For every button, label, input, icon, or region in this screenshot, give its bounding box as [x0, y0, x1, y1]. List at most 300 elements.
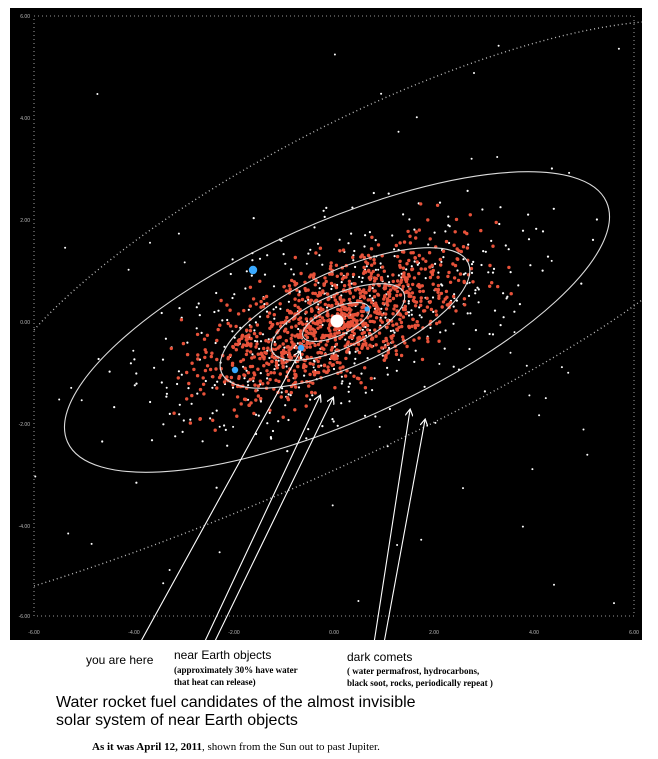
dark-comet-dot: [467, 190, 469, 192]
near-earth-object-dot: [304, 369, 307, 372]
near-earth-object-dot: [385, 326, 388, 329]
near-earth-object-dot: [293, 304, 296, 307]
near-earth-object-dot: [313, 344, 316, 347]
near-earth-object-dot: [340, 272, 343, 275]
near-earth-object-dot: [312, 370, 315, 373]
dark-comet-dot: [341, 376, 343, 378]
near-earth-object-dot: [214, 429, 217, 432]
dark-comet-dot: [258, 415, 260, 417]
caption-rest: , shown from the Sun out to past Jupiter.: [202, 741, 380, 753]
near-earth-object-dot: [360, 347, 363, 350]
dark-comet-dot: [293, 273, 295, 275]
near-earth-object-dot: [434, 310, 437, 313]
near-earth-object-dot: [400, 321, 403, 324]
near-earth-object-dot: [313, 328, 316, 331]
near-earth-object-dot: [231, 345, 234, 348]
near-earth-object-dot: [254, 345, 257, 348]
near-earth-object-dot: [323, 276, 326, 279]
near-earth-object-dot: [190, 394, 193, 397]
near-earth-object-dot: [416, 260, 419, 263]
near-earth-object-dot: [469, 213, 472, 216]
dark-comet-dot: [355, 351, 357, 353]
near-earth-object-dot: [265, 369, 268, 372]
dark-comet-dot: [468, 348, 470, 350]
near-earth-object-dot: [495, 221, 498, 224]
you-are-here-label: you are here: [86, 653, 154, 667]
dark-comet-dot: [393, 332, 395, 334]
dark-comet-dot: [382, 355, 384, 357]
near-earth-object-dot: [426, 340, 429, 343]
near-earth-object-dot: [261, 382, 264, 385]
near-earth-object-dot: [360, 306, 363, 309]
dark-comet-dot: [365, 392, 367, 394]
dark-comet-dot: [231, 297, 233, 299]
dark-comet-dot: [447, 216, 449, 218]
dark-comet-dot: [447, 224, 449, 226]
near-earth-object-dot: [373, 279, 376, 282]
near-earth-object-dot: [309, 273, 312, 276]
dark-comet-dot: [284, 404, 286, 406]
near-earth-object-dot: [395, 244, 398, 247]
dark-comet-dot: [405, 268, 407, 270]
near-earth-object-dot: [305, 317, 308, 320]
dark-comet-dot: [178, 413, 180, 415]
near-earth-object-dot: [317, 365, 320, 368]
dark-comet-dot: [467, 312, 469, 314]
near-earth-object-dot: [282, 285, 285, 288]
near-earth-object-dot: [335, 343, 338, 346]
near-earth-object-dot: [454, 309, 457, 312]
near-earth-object-dot: [431, 273, 434, 276]
dark-comet-dot: [134, 384, 136, 386]
near-earth-object-dot: [315, 371, 318, 374]
near-earth-object-dot: [416, 324, 419, 327]
dark-comet-dot: [135, 482, 137, 484]
dark-comet-dot: [453, 366, 455, 368]
dark-comet-dot: [96, 93, 98, 95]
near-earth-object-dot: [206, 364, 209, 367]
dark-comet-dot: [517, 284, 519, 286]
dark-comet-dot: [318, 254, 320, 256]
near-earth-object-dot: [204, 351, 207, 354]
near-earth-object-dot: [309, 362, 312, 365]
near-earth-object-dot: [306, 296, 309, 299]
near-earth-object-dot: [510, 292, 513, 295]
near-earth-object-dot: [299, 335, 302, 338]
dark-comet-dot: [551, 260, 553, 262]
near-earth-object-dot: [370, 264, 373, 267]
near-earth-object-dot: [252, 297, 255, 300]
near-earth-object-dot: [345, 308, 348, 311]
near-earth-object-dot: [314, 292, 317, 295]
near-earth-object-dot: [366, 328, 369, 331]
near-earth-object-dot: [418, 254, 421, 257]
dark-comet-dot: [273, 285, 275, 287]
near-earth-object-dot: [288, 284, 291, 287]
dark-comet-dot: [434, 422, 436, 424]
dark-comet-dot: [500, 324, 502, 326]
near-earth-object-dot: [383, 294, 386, 297]
near-earth-object-dot: [437, 297, 440, 300]
near-earth-object-dot: [370, 247, 373, 250]
dark-comet-dot: [232, 426, 234, 428]
dark-comet-dot: [475, 329, 477, 331]
near-earth-object-dot: [235, 415, 238, 418]
dark-comet-dot: [215, 342, 217, 344]
near-earth-object-dot: [279, 321, 282, 324]
near-earth-object-dot: [265, 352, 268, 355]
dark-comet-dot: [211, 387, 213, 389]
dark-comet-dot: [586, 454, 588, 456]
dark-comet-dot: [380, 93, 382, 95]
near-earth-object-dot: [348, 336, 351, 339]
near-earth-object-dot: [239, 360, 242, 363]
dark-comet-dot: [493, 268, 495, 270]
dark-comet-dot: [284, 263, 286, 265]
dark-comet-dot: [353, 362, 355, 364]
dark-comet-dot: [364, 234, 366, 236]
near-earth-object-dot: [405, 345, 408, 348]
dark-comet-dot: [337, 425, 339, 427]
dark-comet-dot: [215, 292, 217, 294]
dark-comet-dot: [187, 387, 189, 389]
dark-comet-dot: [283, 347, 285, 349]
near-earth-object-dot: [312, 363, 315, 366]
dark-comet-dot: [251, 259, 253, 261]
near-earth-object-dot: [256, 368, 259, 371]
dark-comet-dot: [304, 300, 306, 302]
dark-comet-dot: [467, 244, 469, 246]
near-earth-object-dot: [325, 371, 328, 374]
near-earth-object-dot: [318, 351, 321, 354]
near-earth-object-dot: [251, 365, 254, 368]
near-earth-object-dot: [324, 303, 327, 306]
dark-comet-dot: [492, 333, 494, 335]
near-earth-object-dot: [395, 353, 398, 356]
dark-comet-dot: [421, 316, 423, 318]
near-earth-object-dot: [309, 345, 312, 348]
near-earth-object-dot: [256, 323, 259, 326]
dark-comet-dot: [181, 374, 183, 376]
dark-comet-dot: [469, 312, 471, 314]
earth-dot: [298, 345, 304, 351]
near-earth-object-dot: [435, 322, 438, 325]
near-earth-object-dot: [457, 279, 460, 282]
near-earth-object-dot: [507, 266, 510, 269]
dark-comet-dot: [502, 292, 504, 294]
near-earth-object-dot: [402, 315, 405, 318]
near-earth-object-dot: [338, 249, 341, 252]
dark-comet-dot: [232, 387, 234, 389]
dark-comet-dot: [387, 275, 389, 277]
near-earth-object-dot: [227, 322, 230, 325]
dark-comet-dot: [231, 330, 233, 332]
near-earth-object-dot: [463, 303, 466, 306]
dark-comet-dot: [178, 307, 180, 309]
near-earth-object-dot: [352, 273, 355, 276]
near-earth-object-dot: [314, 391, 317, 394]
dark-comet-dot: [379, 426, 381, 428]
dark-comet-dot: [526, 365, 528, 367]
dark-comet-dot: [333, 420, 335, 422]
near-earth-object-dot: [387, 351, 390, 354]
near-earth-object-dot: [299, 342, 302, 345]
near-earth-object-dot: [182, 342, 185, 345]
near-earth-object-dot: [305, 404, 308, 407]
near-earth-object-dot: [293, 354, 296, 357]
near-earth-objects-note: [174, 664, 344, 688]
near-earth-object-dot: [237, 340, 240, 343]
near-earth-object-dot: [270, 324, 273, 327]
dark-comet-dot: [490, 240, 492, 242]
dark-comet-dot: [445, 329, 447, 331]
dark-comet-dot: [135, 383, 137, 385]
near-earth-object-dot: [395, 294, 398, 297]
near-earth-object-dot: [326, 365, 329, 368]
near-earth-object-dot: [356, 312, 359, 315]
dark-comet-dot: [219, 551, 221, 553]
near-earth-object-dot: [287, 398, 290, 401]
near-earth-object-dot: [316, 327, 319, 330]
near-earth-object-dot: [214, 367, 217, 370]
x-tick-label: -6.00: [28, 630, 40, 636]
near-earth-object-dot: [348, 298, 351, 301]
near-earth-object-dot: [326, 298, 329, 301]
dark-comet-dot: [551, 167, 553, 169]
near-earth-objects-note-line2: that heat can release): [174, 677, 256, 687]
dark-comet-dot: [481, 208, 483, 210]
dark-comet-dot: [246, 270, 248, 272]
dark-comet-dot: [487, 271, 489, 273]
dark-comet-dot: [213, 311, 215, 313]
near-earth-object-dot: [196, 353, 199, 356]
near-earth-object-dot: [425, 297, 428, 300]
dark-comet-dot: [389, 408, 391, 410]
near-earth-object-dot: [392, 307, 395, 310]
near-earth-object-dot: [352, 295, 355, 298]
dark-comet-dot: [251, 353, 253, 355]
dark-comet-dot: [286, 365, 288, 367]
near-earth-object-dot: [274, 348, 277, 351]
near-earth-object-dot: [203, 356, 206, 359]
dark-comet-dot: [380, 262, 382, 264]
dark-comet-dot: [34, 476, 36, 478]
dark-comet-dot: [219, 426, 221, 428]
near-earth-object-dot: [398, 312, 401, 315]
near-earth-object-dot: [257, 384, 260, 387]
near-earth-object-dot: [294, 324, 297, 327]
near-earth-object-dot: [363, 322, 366, 325]
near-earth-object-dot: [252, 377, 255, 380]
near-earth-object-dot: [290, 326, 293, 329]
near-earth-object-dot: [370, 272, 373, 275]
near-earth-object-dot: [192, 368, 195, 371]
dark-comet-dot: [464, 272, 466, 274]
near-earth-object-dot: [235, 348, 238, 351]
near-earth-object-dot: [210, 355, 213, 358]
near-earth-object-dot: [382, 297, 385, 300]
near-earth-object-dot: [299, 329, 302, 332]
dark-comet-dot: [132, 350, 134, 352]
near-earth-object-dot: [233, 408, 236, 411]
dark-comet-dot: [402, 213, 404, 215]
near-earth-object-dot: [348, 283, 351, 286]
caption-date: As it was April 12, 2011: [92, 741, 203, 753]
dark-comet-dot: [413, 229, 415, 231]
y-tick-label: -6.00: [18, 614, 30, 620]
near-earth-object-dot: [336, 308, 339, 311]
near-earth-object-dot: [245, 338, 248, 341]
near-earth-object-dot: [304, 334, 307, 337]
y-tick-label: 6.00: [20, 14, 30, 20]
dark-comet-dot: [432, 296, 434, 298]
near-earth-object-dot: [462, 245, 465, 248]
dark-comet-dot: [357, 600, 359, 602]
near-earth-object-dot: [330, 304, 333, 307]
near-earth-object-dot: [325, 343, 328, 346]
dark-comet-dot: [151, 439, 153, 441]
near-earth-object-dot: [343, 313, 346, 316]
near-earth-object-dot: [249, 378, 252, 381]
near-earth-object-dot: [273, 371, 276, 374]
near-earth-object-dot: [419, 300, 422, 303]
near-earth-object-dot: [383, 270, 386, 273]
dark-comet-dot: [468, 295, 470, 297]
near-earth-object-dot: [243, 374, 246, 377]
dark-comet-dot: [70, 387, 72, 389]
near-earth-object-dot: [228, 309, 231, 312]
near-earth-object-dot: [326, 314, 329, 317]
x-tick-label: 6.00: [629, 630, 639, 636]
figure-title: [56, 694, 476, 730]
dark-comet-dot: [262, 333, 264, 335]
near-earth-object-dot: [237, 312, 240, 315]
near-earth-object-dot: [267, 340, 270, 343]
near-earth-object-dot: [396, 279, 399, 282]
figure-title-line2: solar system of near Earth objects: [56, 712, 298, 729]
near-earth-object-dot: [377, 350, 380, 353]
dark-comet-dot: [277, 420, 279, 422]
near-earth-object-dot: [369, 314, 372, 317]
near-earth-object-dot: [381, 313, 384, 316]
near-earth-object-dot: [360, 310, 363, 313]
near-earth-object-dot: [252, 371, 255, 374]
near-earth-object-dot: [436, 204, 439, 207]
near-earth-object-dot: [491, 245, 494, 248]
near-earth-object-dot: [202, 376, 205, 379]
near-earth-object-dot: [367, 298, 370, 301]
near-earth-object-dot: [387, 342, 390, 345]
dark-comet-dot: [281, 387, 283, 389]
dark-comet-dot: [283, 253, 285, 255]
near-earth-object-dot: [258, 280, 261, 283]
near-earth-object-dot: [344, 357, 347, 360]
near-earth-object-dot: [246, 349, 249, 352]
near-earth-object-dot: [329, 267, 332, 270]
near-earth-object-dot: [391, 324, 394, 327]
dark-comet-dot: [217, 310, 219, 312]
dark-comet-dot: [260, 340, 262, 342]
near-earth-object-dot: [361, 332, 364, 335]
near-earth-object-dot: [402, 267, 405, 270]
near-earth-object-dot: [355, 347, 358, 350]
dark-comet-dot: [369, 231, 371, 233]
near-earth-object-dot: [273, 343, 276, 346]
near-earth-object-dot: [412, 338, 415, 341]
dark-comet-dot: [434, 263, 436, 265]
near-earth-object-dot: [298, 356, 301, 359]
near-earth-object-dot: [263, 355, 266, 358]
near-earth-object-dot: [196, 333, 199, 336]
near-earth-object-dot: [435, 313, 438, 316]
near-earth-object-dot: [262, 364, 265, 367]
dark-comet-dot: [191, 403, 193, 405]
dark-comet-dot: [471, 263, 473, 265]
near-earth-object-dot: [453, 276, 456, 279]
near-earth-object-dot: [373, 261, 376, 264]
near-earth-object-dot: [249, 304, 252, 307]
dark-comets-note-line1: ( water permafrost, hydrocarbons,: [347, 666, 480, 676]
near-earth-object-dot: [382, 302, 385, 305]
dark-comet-dot: [439, 331, 441, 333]
near-earth-object-dot: [373, 295, 376, 298]
near-earth-objects-label: near Earth objects: [174, 648, 272, 662]
near-earth-object-dot: [415, 230, 418, 233]
dark-comet-dot: [596, 218, 598, 220]
near-earth-object-dot: [391, 312, 394, 315]
dark-comets-note-line2: black soot, rocks, periodically repeat ): [347, 678, 493, 688]
dark-comet-dot: [374, 377, 376, 379]
near-earth-object-dot: [210, 352, 213, 355]
near-earth-object-dot: [321, 308, 324, 311]
dark-comet-dot: [259, 258, 261, 260]
near-earth-object-dot: [368, 344, 371, 347]
dark-comet-dot: [496, 156, 498, 158]
dark-comet-dot: [456, 269, 458, 271]
dark-comet-dot: [485, 251, 487, 253]
near-earth-object-dot: [229, 354, 232, 357]
dark-comet-dot: [547, 256, 549, 258]
near-earth-object-dot: [381, 265, 384, 268]
near-earth-object-dot: [322, 284, 325, 287]
dark-comet-dot: [529, 264, 531, 266]
dark-comet-dot: [307, 253, 309, 255]
near-earth-object-dot: [342, 248, 345, 251]
near-earth-object-dot: [418, 228, 421, 231]
dark-comet-dot: [98, 358, 100, 360]
dark-comet-dot: [264, 274, 266, 276]
dark-comet-dot: [226, 319, 228, 321]
dark-comet-dot: [375, 269, 377, 271]
dark-comet-dot: [411, 265, 413, 267]
near-earth-object-dot: [409, 251, 412, 254]
near-earth-object-dot: [375, 316, 378, 319]
near-earth-object-dot: [190, 362, 193, 365]
dark-comet-dot: [183, 419, 185, 421]
dark-comet-dot: [362, 277, 364, 279]
dark-comet-dot: [149, 242, 151, 244]
near-earth-object-dot: [454, 230, 457, 233]
near-earth-object-dot: [353, 282, 356, 285]
dark-comet-dot: [498, 223, 500, 225]
near-earth-object-dot: [319, 247, 322, 250]
dark-comet-dot: [258, 348, 260, 350]
dark-comet-dot: [472, 261, 474, 263]
dark-comet-dot: [508, 248, 510, 250]
near-earth-object-dot: [366, 347, 369, 350]
dark-comet-dot: [135, 372, 137, 374]
dark-comet-dot: [332, 504, 334, 506]
